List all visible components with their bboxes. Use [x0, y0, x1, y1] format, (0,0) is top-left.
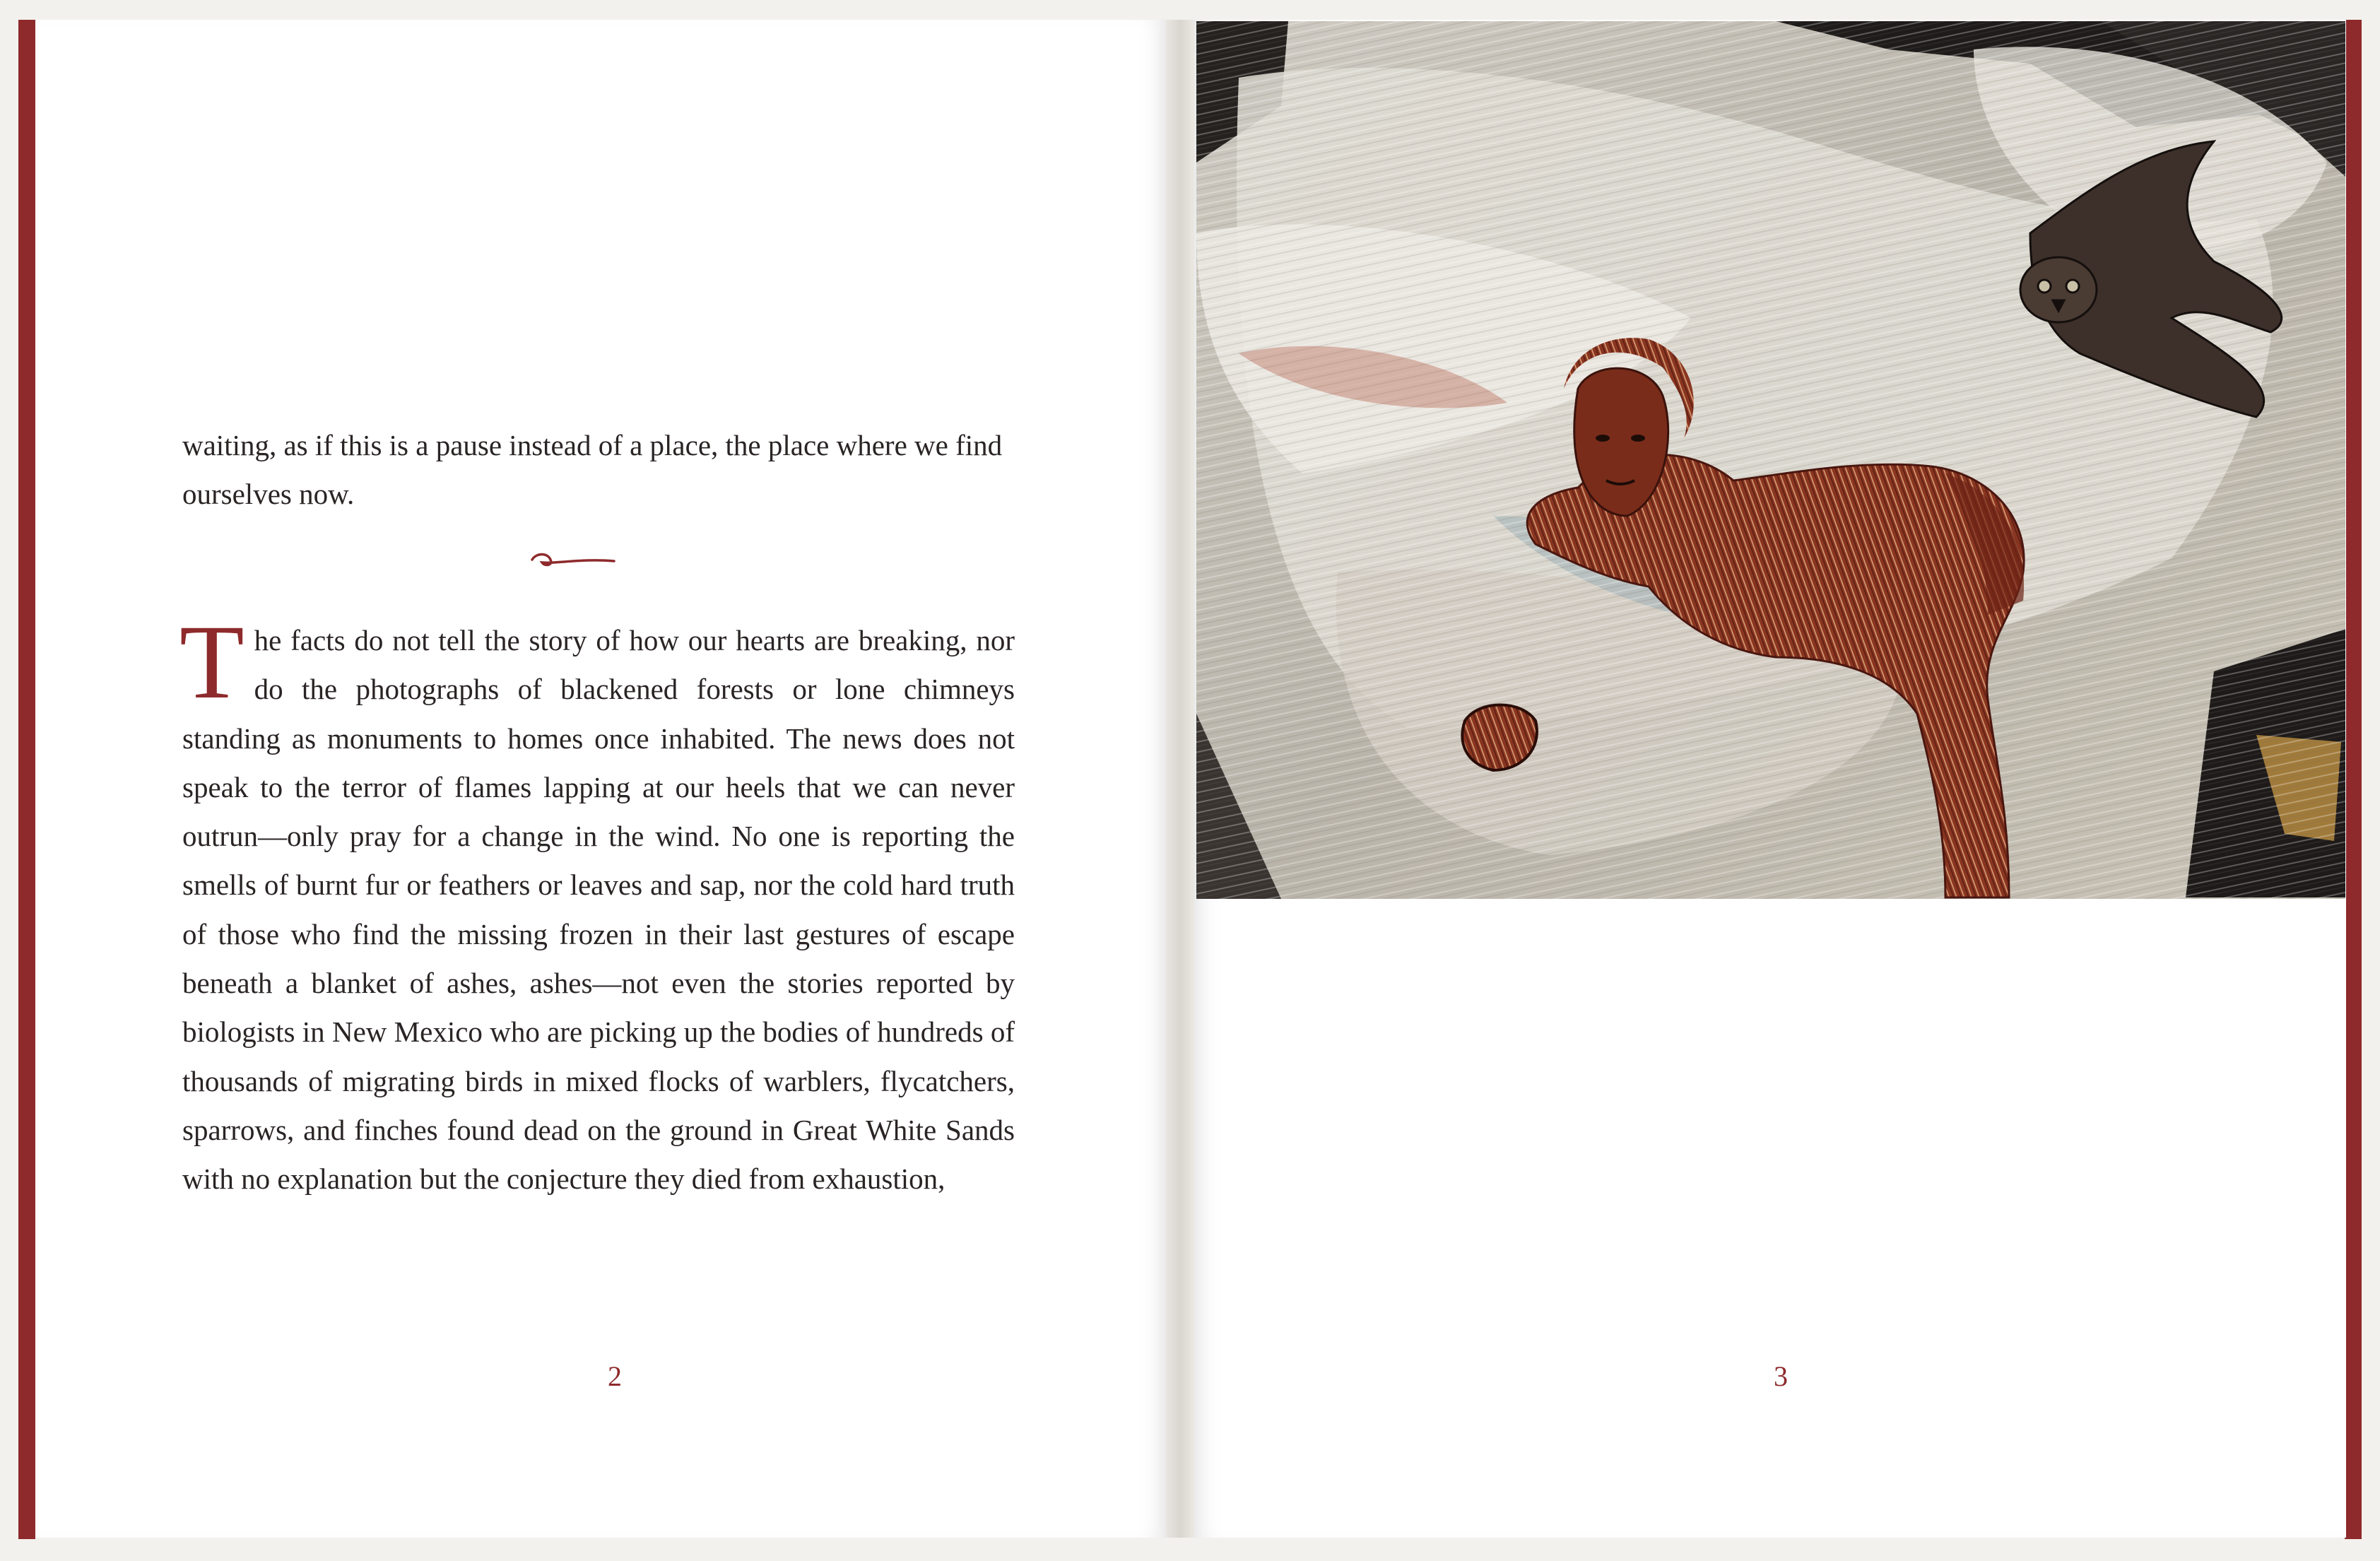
painting-figure-owl-image [1196, 21, 2345, 899]
book-gutter [1166, 20, 1194, 1538]
cover-edge-left [18, 20, 35, 1539]
paragraph-main-text: he facts do not tell the story of how our hearts are breaking, nor do the photographs of blackened forests or lone chimneys standing as monuments to homes once inhabited. The news does not speak to the terror of flames lapping at our heels that we can never outrun—only pray for a change in the wind. No one is reporting the smells of burnt fur or feathers or leaves and sap, nor the cold hard truth of those who find the missing frozen in their last gestures of escape beneath a blanket of ashes, ashes—not even the stories reported by biologists in New Mexico who are picking up the bodies of hundreds of thousands of migrating birds in mixed flocks of warblers, flycatchers, sparrows, and finches found dead on the ground in Great White Sands with no explanation but the conjecture they died from exhaustion, [182, 624, 1015, 1196]
page-number-right: 3 [1774, 1360, 1788, 1392]
drop-cap: T [179, 603, 245, 721]
cover-edge-right [2345, 20, 2362, 1539]
page-number-left: 2 [608, 1360, 622, 1392]
paragraph-continuation: waiting, as if this is a pause instead of a place, the place where we find ourselves now. [182, 429, 1003, 511]
flourish-ornament-icon [526, 550, 618, 571]
paragraph-main [179, 603, 1015, 1204]
